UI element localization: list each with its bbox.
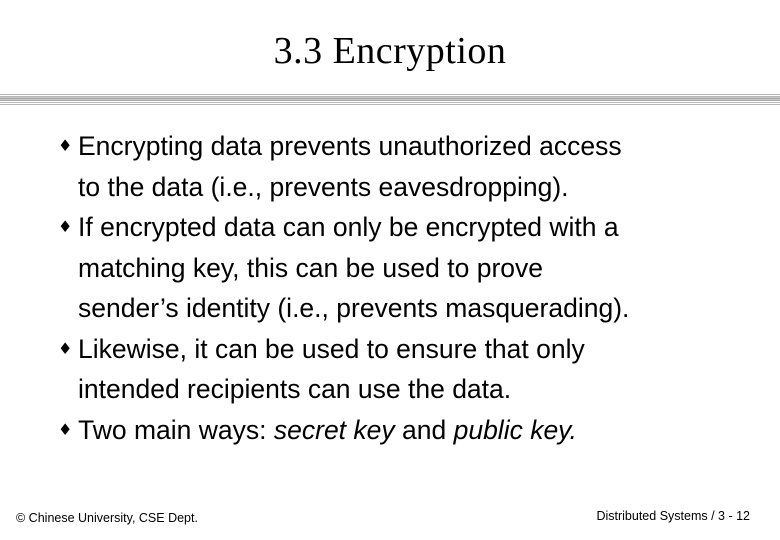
diamond-bullet-icon: ♦ — [58, 419, 73, 439]
bullet-list — [58, 126, 758, 450]
bullet-text-line — [78, 410, 758, 451]
bullet-text-line: If encrypted data can only be encrypted with a — [78, 212, 619, 242]
diamond-bullet-icon: ♦ — [58, 338, 73, 358]
footer-copyright: © Chinese University, CSE Dept. — [16, 511, 198, 525]
bullet-text-line: to the data (i.e., prevents eavesdropping). — [78, 171, 569, 202]
slide-title: 3.3 Encryption — [273, 30, 507, 72]
diamond-bullet-icon: ♦ — [58, 136, 73, 155]
title-divider — [0, 94, 780, 106]
bullet-text-line: sender’s identity (i.e., prevents masquerading). — [78, 293, 630, 323]
bullet-joiner-text: and — [394, 414, 454, 445]
bullet-item — [58, 329, 758, 410]
footer-page-info: Distributed Systems / 3 - 12 — [596, 509, 750, 523]
term-secret-key: secret key — [273, 414, 395, 445]
bullet-item — [58, 207, 758, 329]
bullet-item — [58, 410, 758, 451]
term-public-key: public key. — [453, 414, 577, 445]
bullet-lead-text: Two main ways: — [78, 414, 274, 445]
bullet-text-line: matching key, this can be used to prove — [78, 252, 543, 283]
bullet-text-line: intended recipients can use the data. — [78, 374, 512, 404]
bullet-text-line: Encrypting data prevents unauthorized access — [78, 131, 622, 161]
bullet-item — [58, 126, 758, 207]
diamond-bullet-icon: ♦ — [58, 217, 73, 236]
bullet-text-line: Likewise, it can be used to ensure that only — [78, 333, 585, 364]
